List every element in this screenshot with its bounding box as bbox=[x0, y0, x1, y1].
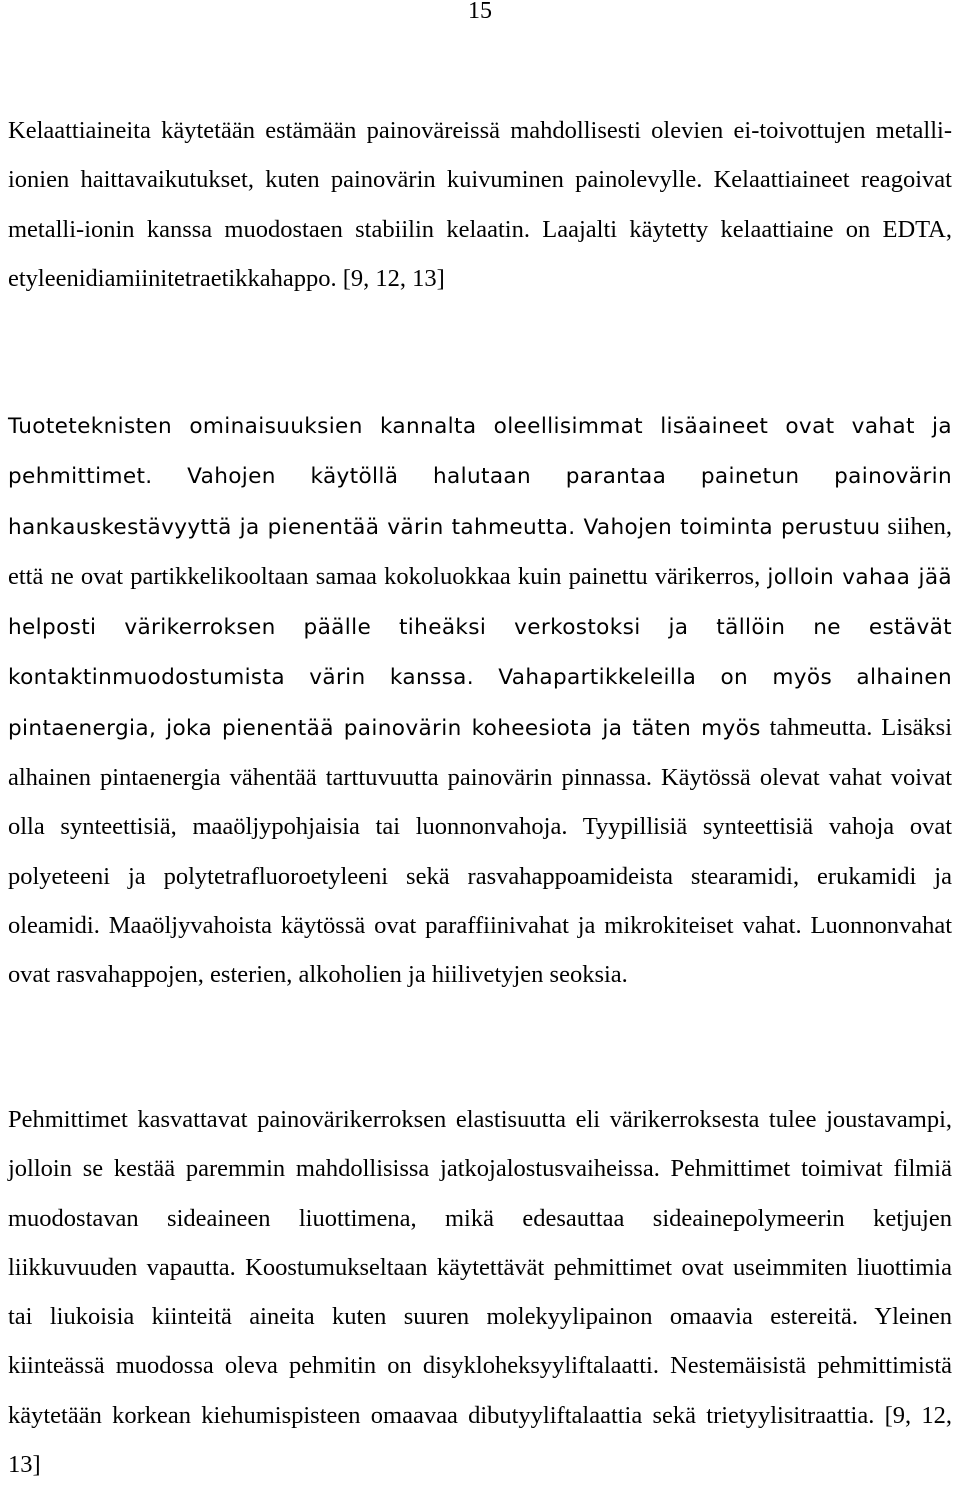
paragraph-plasticizers: Pehmittimet kasvattavat painovärikerroksen elastisuutta eli värikerroksesta tulee joustavampi, jolloin se kestää paremmin mahdollisissa jatkojalostusvaiheissa. Pehmittimet toimivat filmiä muodostavan sideaineen liuottimena, mikä edesauttaa sideainepolymeerin ketjujen liikkuvuuden vapautta. Koostumukseltaan käytettävät pehmittimet ovat useimmiten liuottimia tai liukoisia kiinteitä aineita kuten suuren molekyylipainon omaavia estereitä. Yleinen kiinteässä muodossa oleva pehmitin on disykloheksyyliftalaatti. Nestemäisistä pehmittimistä käytetään korkean kiehumispisteen omaavaa dibutyyliftalaattia sekä trietyylisitraattia. [9, 12, 13] bbox=[8, 1106, 952, 1479]
paragraph-chelating-agents: Kelaattiaineita käytetään estämään painoväreissä mahdollisesti olevien ei-toivottujen metalli-ionien haittavaikutukset, kuten painovärin kuivuminen painolevylle. Kelaattiaineet reagoivat metalli-ionin kanssa muodostaen stabiilin kelaatin. Laajalti käytetty kelaattiaine on EDTA, etyleenidiamiinitetraetikkahappo. [9, 12, 13] bbox=[8, 117, 952, 292]
paragraph-waxes bbox=[8, 401, 952, 1000]
paragraph-waxes-part-3: jolloin vahaa jää helposti värikerroksen päälle tiheäksi verkostoksi ja tällöin ne estävät kontaktinmuodostumista värin kanssa. Vahapartikkeleilla on myös alhainen pintaenergia, joka pienentää painovärin koheesiota ja täten myös bbox=[8, 564, 952, 741]
paragraph-waxes-part-2: siihen, että ne ovat partikkelikooltaan samaa kokoluokkaa kuin painettu värikerros, bbox=[8, 512, 952, 590]
paragraph-waxes-part-4: tahmeutta. Lisäksi alhainen pintaenergia vähentää tarttuvuutta painovärin pinnassa. Käytössä olevat vahat voivat olla synteettisiä, maaöljypohjaisia tai luonnonvahoja. Tyypillisiä synteettisiä vahoja ovat polyeteeni ja polytetrafluoroetyleeni sekä rasvahappoamideista stearamidi, erukamidi ja oleamidi. Maaöljyvahoista käytössä ovat paraffiinivahat ja mikrokiteiset vahat. Luonnonvahat ovat rasvahappojen, esterien, alkoholien ja hiilivetyjen seoksia. bbox=[8, 713, 952, 989]
page-number: 15 bbox=[468, 0, 492, 24]
paragraph-waxes-part-1: Tuoteteknisten ominaisuuksien kannalta oleellisimmat lisäaineet ovat vahat ja pehmittimet. Vahojen käytöllä halutaan parantaa painetun painovärin hankauskestävyyttä ja pienentää värin tahmeutta. Vahojen toiminta perustuu bbox=[8, 414, 952, 540]
